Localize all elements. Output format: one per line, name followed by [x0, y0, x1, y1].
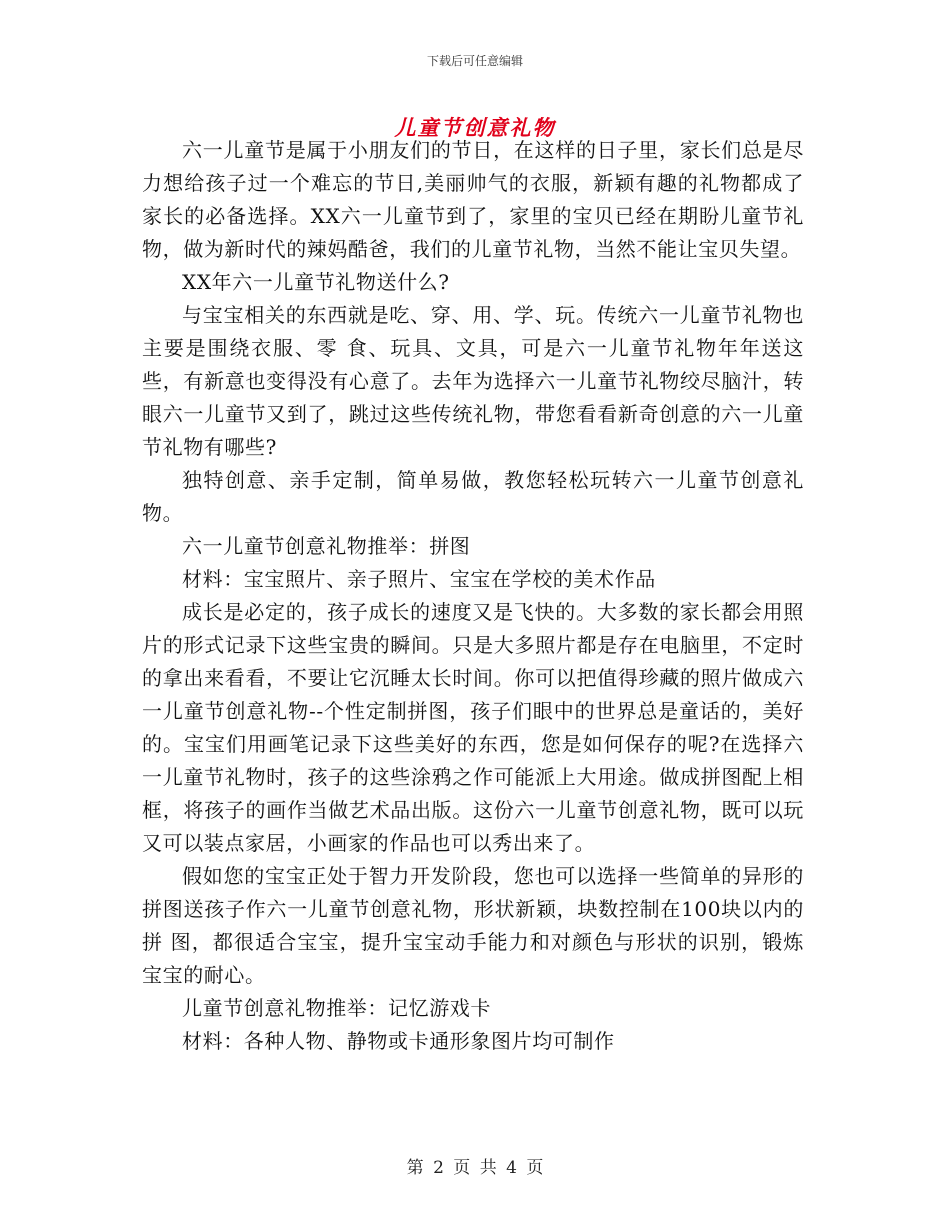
paragraph-puzzle-heading: 六一儿童节创意礼物推举：拼图 — [182, 534, 471, 558]
document-body — [142, 134, 804, 1058]
paragraph-puzzle-description: 成长是必定的，孩子成长的速度又是飞快的。大多数的家长都会用照片的形式记录下这些宝贵的瞬间。只是大多照片都是存在电脑里，不定时的拿出来看看，不要让它沉睡太长时间。你可以把值得珍藏的照片做成六一儿童节创意礼物--个性定制拼图，孩子们眼中的世界总是童话的，美好的。宝宝们用画笔记录下这些美好的东西，您是如何保存的呢?在选择六一儿童节礼物时，孩子的这些涂鸦之作可能派上大用途。做成拼图配上相框，将孩子的画作当做艺术品出版。这份六一儿童节创意礼物，既可以玩又可以装点家居，小画家的作品也可以秀出来了。 — [142, 600, 804, 855]
paragraph-intro: 六一儿童节是属于小朋友们的节日，在这样的日子里，家长们总是尽力想给孩子过一个难忘的节日,美丽帅气的衣服，新颖有趣的礼物都成了家长的必备选择。XX六一儿童节到了，家里的宝贝已经在期盼儿童节礼物，做为新时代的辣妈酷爸，我们的儿童节礼物，当然不能让宝贝失望。 — [142, 138, 804, 261]
page-header: 下载后可任意编辑 — [426, 54, 523, 68]
paragraph-memory-card-materials: 材料：各种人物、静物或卡通形象图片均可制作 — [182, 1029, 615, 1053]
paragraph-question: XX年六一儿童节礼物送什么? — [182, 270, 450, 294]
document-title: 儿童节创意礼物 — [394, 116, 556, 140]
page-number-footer: 第 2 页 共 4 页 — [406, 1158, 544, 1178]
paragraph-puzzle-shapes: 假如您的宝宝正处于智力开发阶段，您也可以选择一些简单的异形的拼图送孩子作六一儿童节创意礼物，形状新颖，块数控制在100块以内的拼 图，都很适合宝宝，提升宝宝动手能力和对颜色与形状的识别，锻炼宝宝的耐心。 — [142, 864, 804, 987]
paragraph-traditional-gifts: 与宝宝相关的东西就是吃、穿、用、学、玩。传统六一儿童节礼物也主要是围绕衣服、零 食、玩具、文具，可是六一儿童节礼物年年送这些，有新意也变得没有心意了。去年为选择六一儿童节礼物绞尽脑汁，转眼六一儿童节又到了，跳过这些传统礼物，带您看看新奇创意的六一儿童节礼物有哪些? — [142, 303, 804, 459]
paragraph-custom-gifts: 独特创意、亲手定制，简单易做，教您轻松玩转六一儿童节创意礼物。 — [142, 468, 804, 525]
paragraph-memory-card-heading: 儿童节创意礼物推举：记忆游戏卡 — [182, 996, 491, 1020]
paragraph-puzzle-materials: 材料：宝宝照片、亲子照片、宝宝在学校的美术作品 — [182, 567, 656, 591]
